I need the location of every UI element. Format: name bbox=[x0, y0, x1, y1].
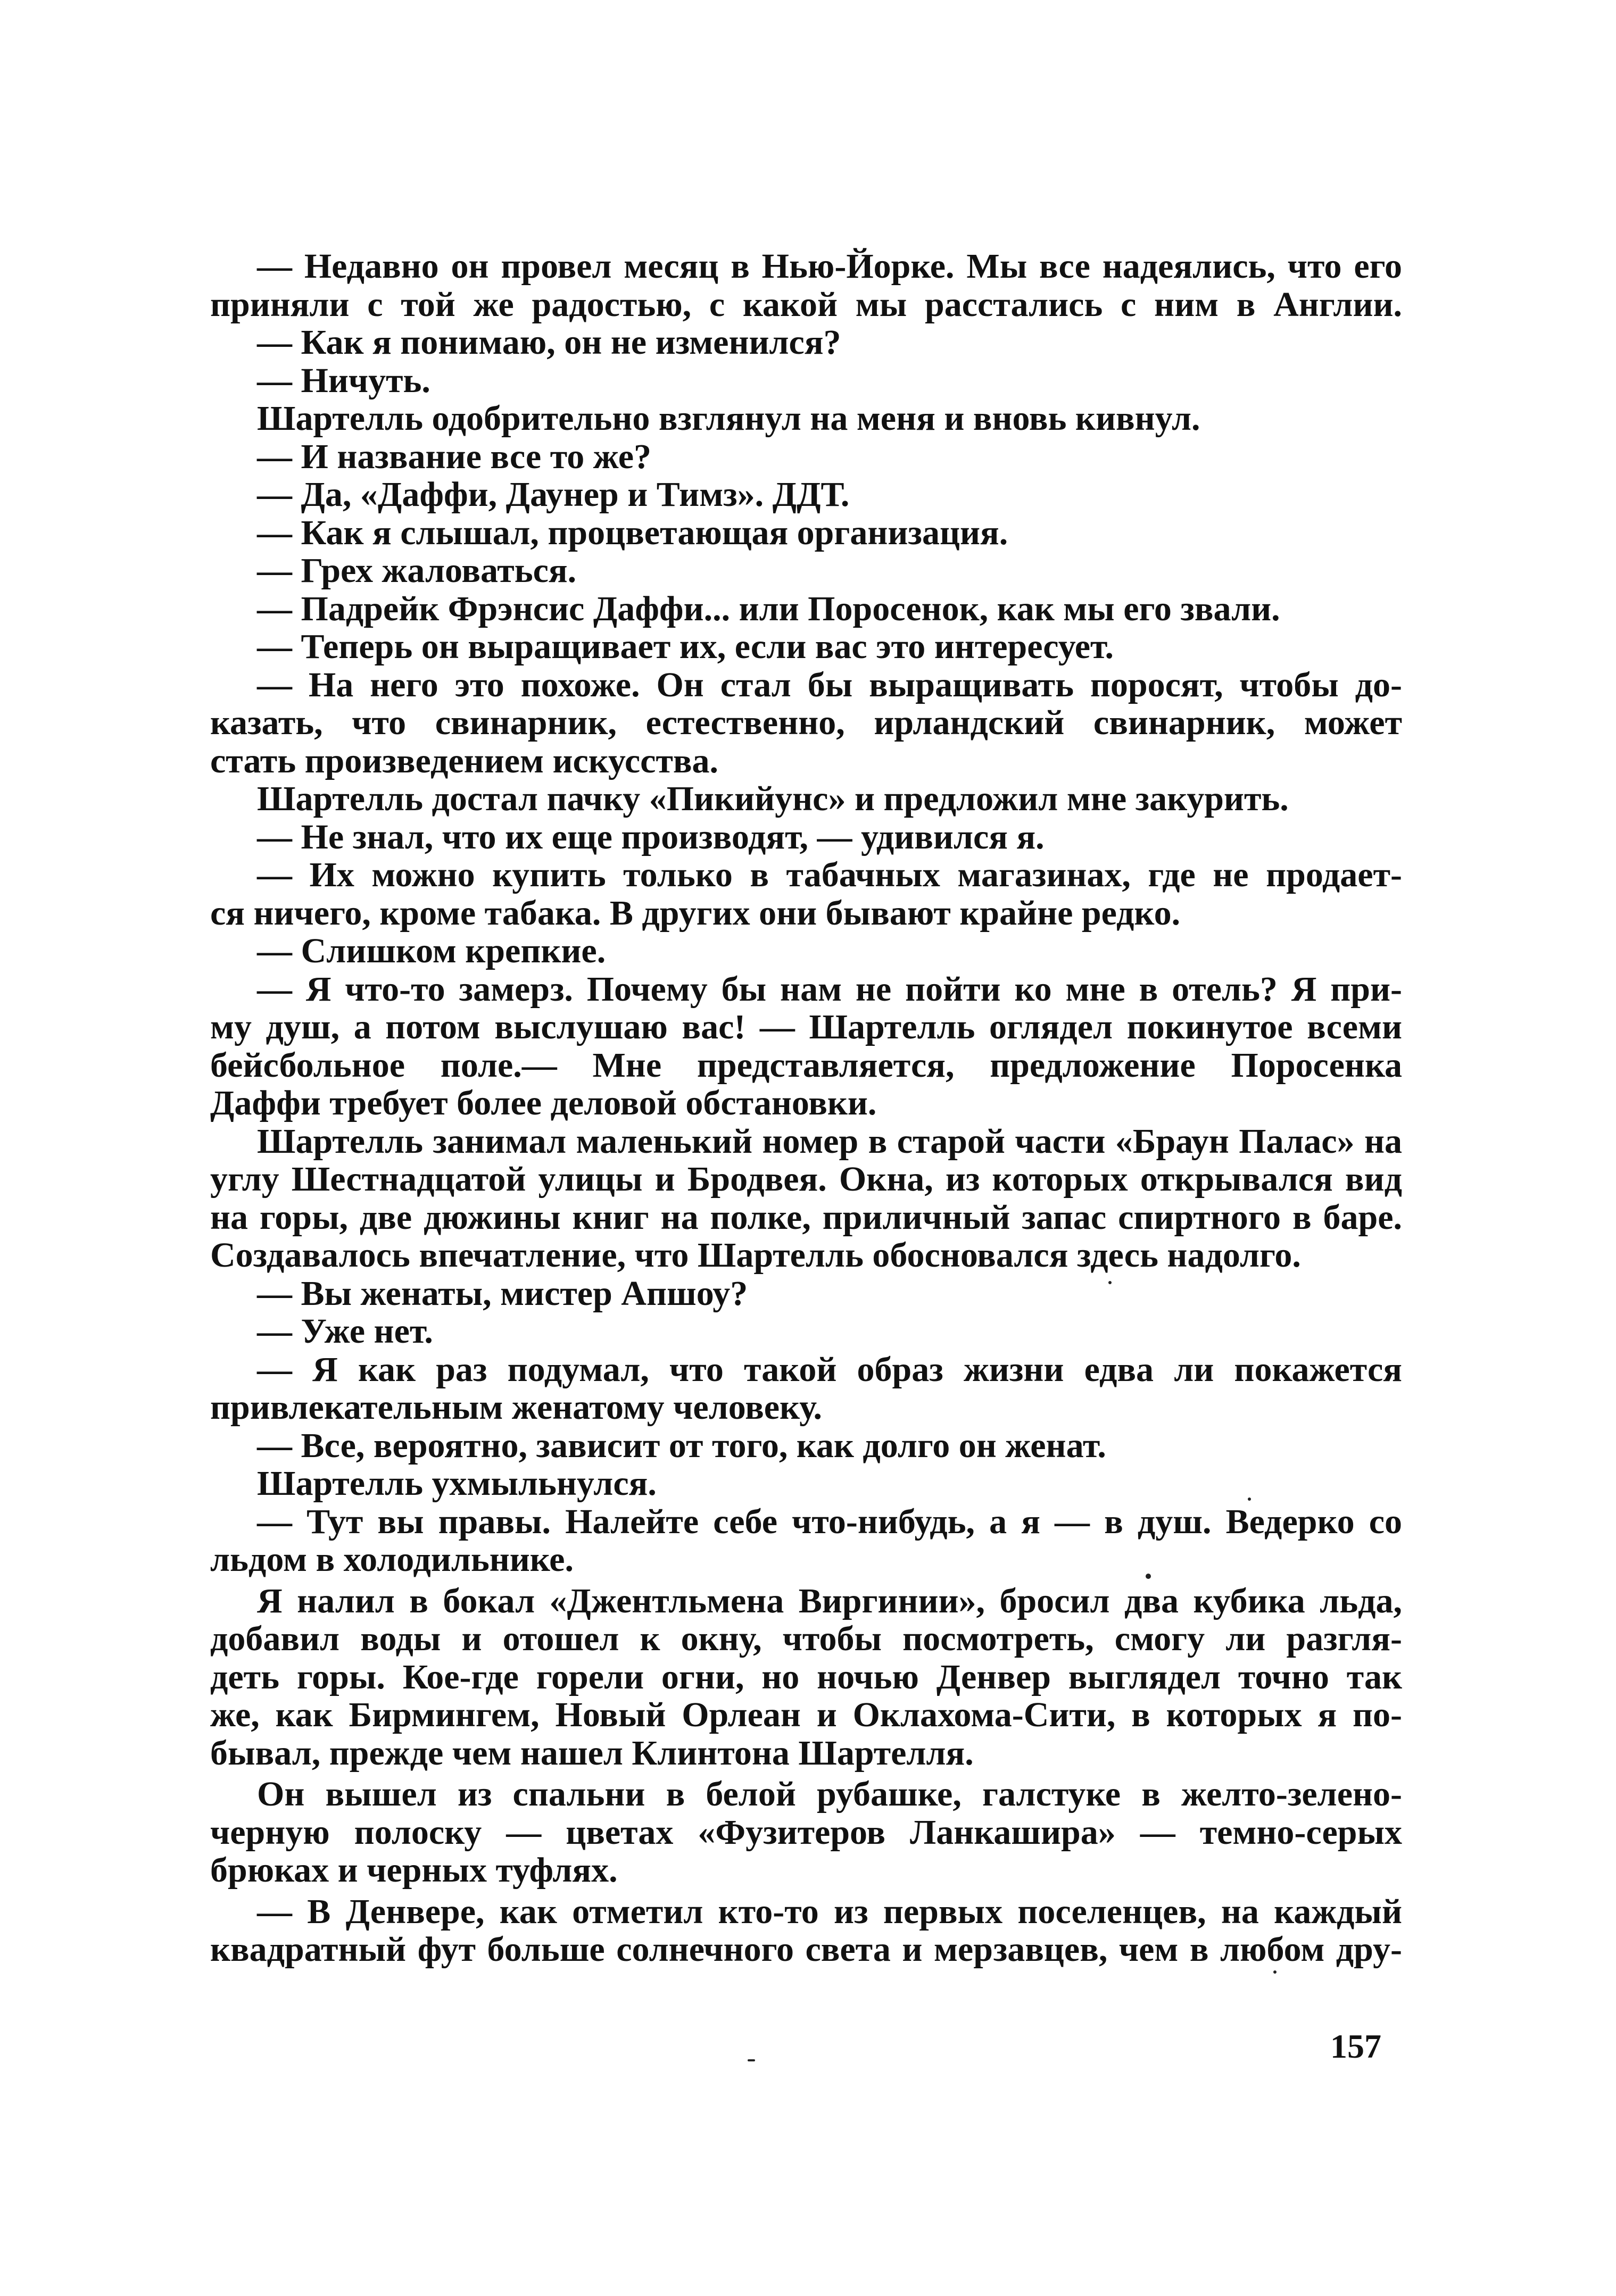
text-line: — Слишком крепкие. bbox=[257, 931, 606, 970]
text-line: привлекательным женатому человеку. bbox=[210, 1388, 823, 1427]
text-line: — Теперь он выращивает их, если вас это интересует. bbox=[257, 627, 1114, 666]
text-line: же, как Бирмингем, Новый Орлеан и Оклахома-Сити, в которых я по- bbox=[210, 1695, 1402, 1734]
text-line: — Ничуть. bbox=[257, 361, 430, 400]
text-line: добавил воды и отошел к окну, чтобы посмотреть, смогу ли разгля- bbox=[210, 1619, 1402, 1658]
page-number: 157 bbox=[1330, 2027, 1381, 2065]
text-line: — Уже нет. bbox=[257, 1312, 433, 1351]
text-line: — Как я понимаю, он не изменился? bbox=[257, 323, 841, 362]
text-line: квадратный фут больше солнечного света и мерзавцев, чем в любом дру- bbox=[210, 1930, 1402, 1969]
text-line: стать произведением искусства. bbox=[210, 741, 719, 780]
text-line: — Тут вы правы. Налейте себе что-нибудь, а я — в душ. Ведерко со bbox=[257, 1502, 1402, 1541]
text-line: ся ничего, кроме табака. В других они бывают крайне редко. bbox=[210, 893, 1181, 933]
text-line: — Недавно он провел месяц в Нью-Йорке. Мы все надеялись, что его bbox=[257, 247, 1402, 286]
scan-speck bbox=[1146, 1574, 1151, 1579]
text-line: — Грех жаловаться. bbox=[257, 551, 577, 590]
text-line: Даффи требует более деловой обстановки. bbox=[210, 1084, 877, 1122]
text-line: деть горы. Кое-где горели огни, но ночью Денвер выглядел точно так bbox=[210, 1657, 1402, 1696]
text-line: Создавалось впечатление, что Шартелль обосновался здесь надолго. bbox=[210, 1236, 1301, 1275]
text-line: Шартелль одобрительно взглянул на меня и вновь кивнул. bbox=[257, 399, 1200, 438]
text-line: — Как я слышал, процветающая организация. bbox=[257, 513, 1008, 552]
text-line: Шартелль достал пачку «Пикийунс» и предложил мне закурить. bbox=[257, 779, 1289, 818]
text-line: бейсбольное поле.— Мне представляется, предложение Поросенка bbox=[210, 1045, 1402, 1085]
scan-speck bbox=[1248, 1498, 1251, 1501]
text-line: Он вышел из спальни в белой рубашке, галстуке в желто-зелено- bbox=[257, 1775, 1402, 1813]
scan-speck bbox=[748, 2059, 755, 2061]
text-line: на горы, две дюжины книг на полке, приличный запас спиртного в баре. bbox=[210, 1197, 1402, 1237]
text-line: бывал, прежде чем нашел Клинтона Шартелля. bbox=[210, 1733, 974, 1773]
text-line: Я налил в бокал «Джентльмена Виргинии», бросил два кубика льда, bbox=[257, 1581, 1402, 1620]
text-line: приняли с той же радостью, с какой мы расстались с ним в Англии. bbox=[210, 285, 1402, 324]
text-line: — На него это похоже. Он стал бы выращивать поросят, чтобы до- bbox=[257, 665, 1402, 704]
text-line: му душ, а потом выслушаю вас! — Шартелль оглядел покинутое всеми bbox=[210, 1008, 1402, 1046]
text-line: — Их можно купить только в табачных магазинах, где не продает- bbox=[257, 855, 1402, 894]
text-line: брюках и черных туфлях. bbox=[210, 1851, 618, 1890]
body-text bbox=[210, 247, 1402, 1969]
text-line: казать, что свинарник, естественно, ирландский свинарник, может bbox=[210, 703, 1402, 742]
scan-speck bbox=[1108, 1281, 1112, 1284]
text-line: — Я как раз подумал, что такой образ жизни едва ли покажется bbox=[257, 1350, 1402, 1389]
text-line: — Я что-то замерз. Почему бы нам не пойти ко мне в отель? Я при- bbox=[257, 969, 1402, 1009]
text-line: Шартелль занимал маленький номер в старой части «Браун Палас» на bbox=[257, 1121, 1402, 1161]
text-line: Шартелль ухмыльнулся. bbox=[257, 1464, 657, 1503]
text-line: — Все, вероятно, зависит от того, как долго он женат. bbox=[257, 1426, 1106, 1465]
text-line: — Падрейк Фрэнсис Даффи... или Поросенок, как мы его звали. bbox=[257, 589, 1280, 628]
text-line: льдом в холодильнике. bbox=[210, 1540, 574, 1579]
text-line: — В Денвере, как отметил кто-то из первых поселенцев, на каждый bbox=[257, 1892, 1402, 1931]
scan-speck bbox=[1273, 1970, 1277, 1974]
text-line: черную полоску — цветах «Фузитеров Ланкашира» — темно-серых bbox=[210, 1812, 1402, 1852]
text-line: — И название все то же? bbox=[257, 437, 652, 476]
text-line: — Да, «Даффи, Даунер и Тимз». ДДТ. bbox=[257, 475, 850, 514]
text-line: — Вы женаты, мистер Апшоу? bbox=[257, 1274, 748, 1313]
text-line: — Не знал, что их еще производят, — удивился я. bbox=[257, 817, 1045, 856]
text-line: углу Шестнадцатой улицы и Бродвея. Окна, из которых открывался вид bbox=[210, 1160, 1402, 1199]
